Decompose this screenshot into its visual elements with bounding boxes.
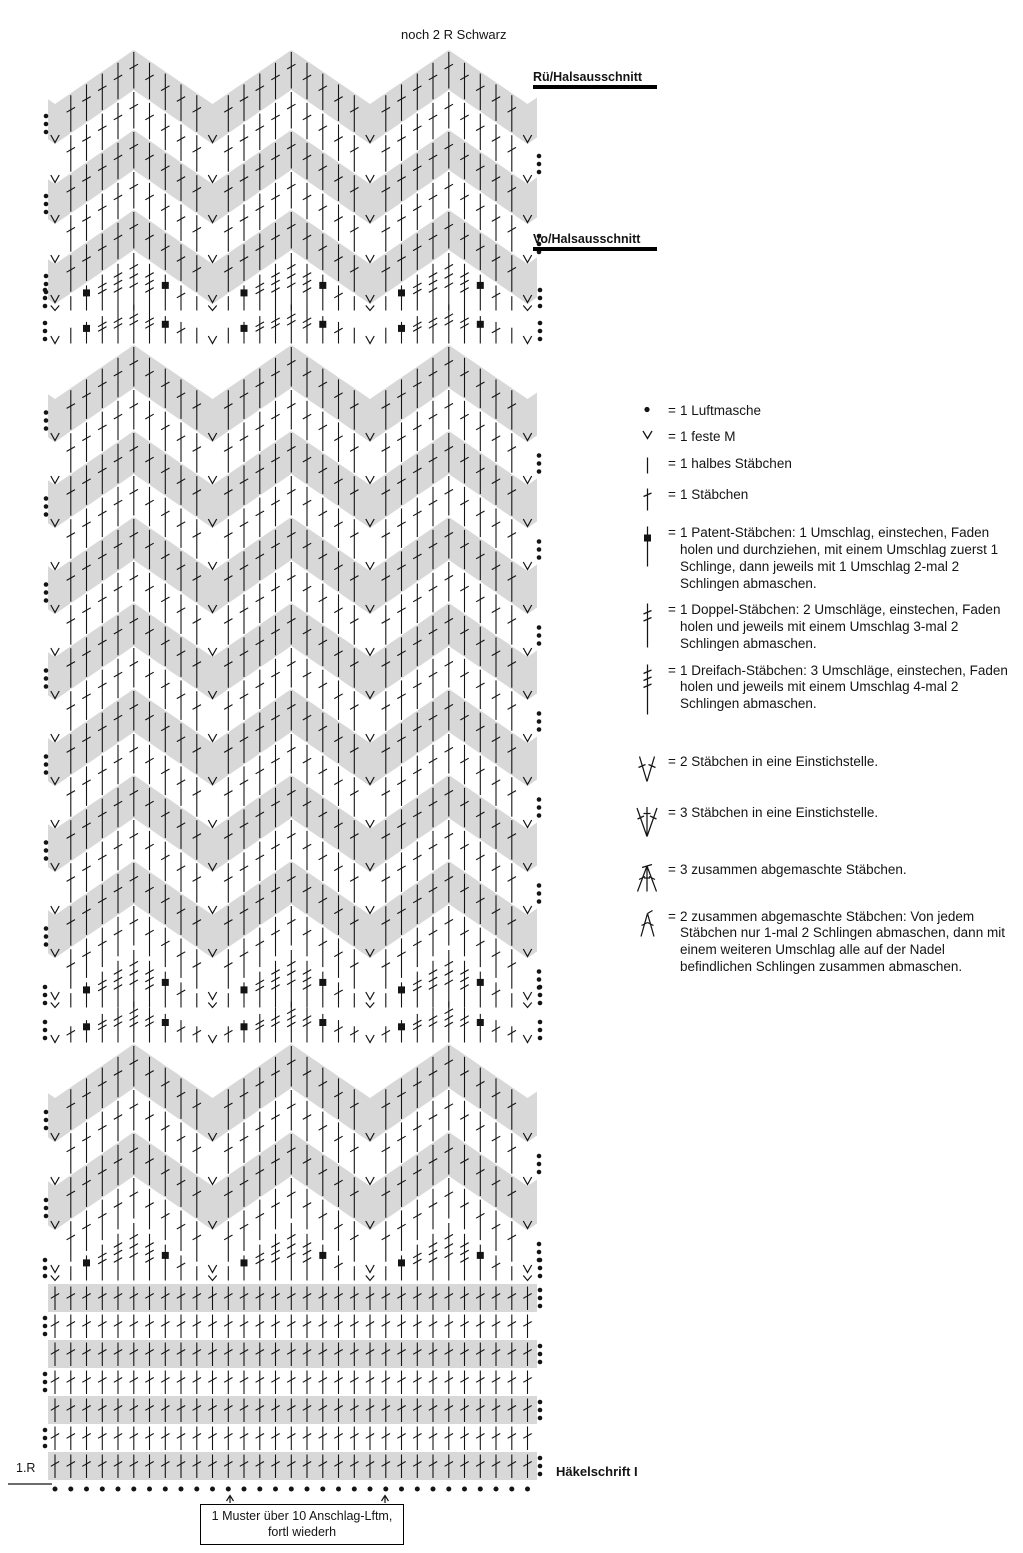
legend-text: 1 Patent-Stäbchen: 1 Umschlag, einstechen, Faden holen und durchziehen, mit einem Umschlag zuerst 1 Schlinge, dann jeweils mit 1 Umschlag 2-mal 2 Schlingen abmaschen. [680, 525, 999, 591]
legend-item [630, 487, 1016, 512]
equals-sign: = [668, 525, 676, 541]
legend-text: 2 zusammen abgemaschte Stäbchen: Von jedem Stäbchen nur 1-mal 2 Schlingen abmaschen, dann mit einem weiteren Umschlag alle auf der Nadel befindlichen Schlingen zusammen abmaschen. [680, 908, 1005, 974]
staebchen-3-zusammen-icon [630, 862, 664, 893]
legend-text: 1 feste M [680, 428, 736, 444]
legend-text: 1 Doppel-Stäbchen: 2 Umschläge, einstechen, Faden holen und jeweils mit einem Umschlag 3-mal 2 Schlingen abmaschen. [680, 602, 1001, 651]
staebchen-icon [630, 487, 664, 512]
equals-sign: = [668, 428, 676, 444]
doppel-staebchen-icon [630, 602, 664, 649]
equals-sign: = [668, 487, 676, 503]
legend-text: 1 Luftmasche [680, 403, 762, 418]
legend-item [630, 805, 1016, 838]
legend-item [630, 754, 1016, 783]
legend-item [630, 403, 1016, 420]
equals-sign: = [668, 403, 676, 418]
halbes-staebchen-icon [630, 456, 664, 475]
staebchen-3-in-einstichstelle-icon [630, 805, 664, 838]
equals-sign: = [668, 662, 676, 678]
legend-item [630, 663, 1016, 716]
legend-text: 1 halbes Stäbchen [680, 456, 792, 472]
front-neckline-marker [533, 232, 657, 251]
equals-sign: = [668, 804, 676, 820]
patent-staebchen-icon [630, 525, 664, 568]
legend-item [630, 525, 1016, 592]
legend-item [630, 429, 1016, 446]
dreifach-staebchen-icon [630, 663, 664, 716]
back-neckline-marker [533, 70, 657, 89]
back-neckline-label: Rü/Halsausschnitt [533, 70, 643, 84]
legend-item [630, 602, 1016, 652]
feste-m-icon [630, 429, 664, 440]
equals-sign: = [668, 456, 676, 472]
pattern-repeat-caption [200, 1504, 404, 1545]
legend-text: 3 zusammen abgemaschte Stäbchen. [680, 861, 907, 877]
legend-text: 1 Dreifach-Stäbchen: 3 Umschläge, einstechen, Faden holen und jeweils mit einem Umschlag 4-mal 2 Schlingen abmaschen. [680, 662, 1008, 712]
equals-sign: = [668, 602, 676, 618]
staebchen-2-in-einstichstelle-icon [630, 754, 664, 783]
staebchen-2-zusammen-icon [630, 909, 664, 938]
row-1-label: 1.R [16, 1461, 36, 1475]
pattern-repeat-caption-line1: 1 Muster über 10 Anschlag-Lftm, [211, 1509, 393, 1523]
legend-text: 1 Stäbchen [680, 487, 749, 503]
equals-sign: = [668, 753, 676, 769]
front-neckline-label: Vo/Halsausschnitt [533, 232, 641, 246]
chart-title-label: Häkelschrift I [556, 1464, 638, 1479]
legend-item [630, 862, 1016, 893]
front-neckline-underline [533, 247, 657, 251]
color-note-label: noch 2 R Schwarz [401, 27, 507, 42]
pattern-repeat-caption-line2: fortl wiederh [267, 1525, 337, 1540]
legend-text: 3 Stäbchen in eine Einstichstelle. [680, 804, 879, 820]
equals-sign: = [668, 908, 676, 924]
equals-sign: = [668, 861, 676, 877]
legend-item [630, 456, 1016, 475]
back-neckline-underline [533, 85, 657, 89]
luftmasche-icon [630, 403, 664, 416]
legend [630, 403, 1016, 976]
legend-text: 2 Stäbchen in eine Einstichstelle. [680, 753, 879, 769]
legend-item [630, 909, 1016, 976]
